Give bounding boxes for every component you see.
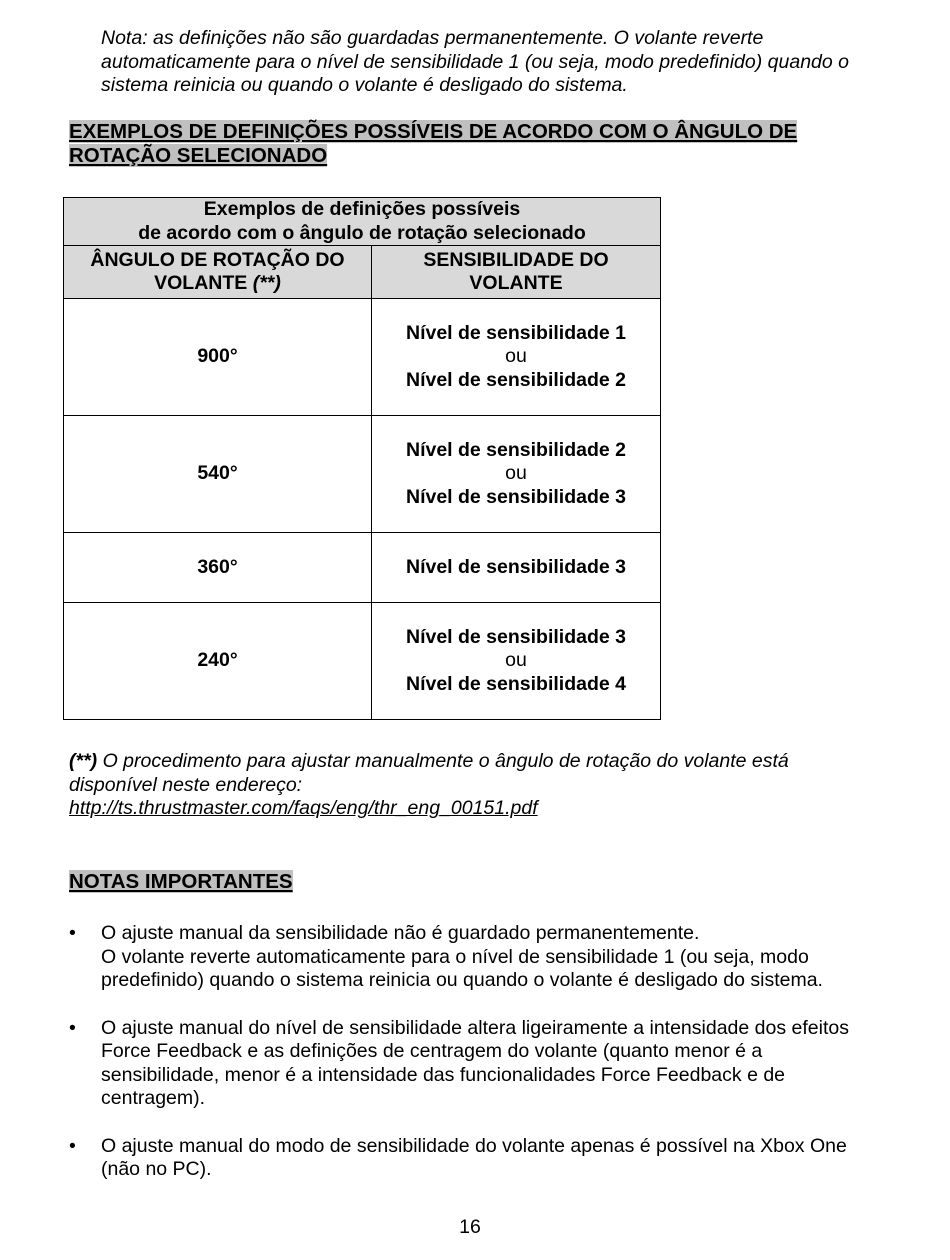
section-heading-examples (69, 120, 869, 168)
list-item (69, 922, 869, 993)
table-caption-line2: de acordo com o ângulo de rotação selecionado (138, 221, 586, 244)
sensitivity-level: Nível de sensibilidade 3 (405, 625, 626, 648)
sensitivity-or: ou (505, 345, 527, 368)
table-row (64, 533, 661, 603)
angle-cell: 540° (64, 416, 372, 533)
footnote (69, 750, 869, 821)
note-text: O volante reverte automaticamente para o nível de sensibilidade 1 (ou seja, modo predefinido) quando o sistema reinicia ou quando o volante é desligado do sistema. (101, 945, 823, 991)
list-item (69, 1017, 869, 1111)
sensitivity-level: Nível de sensibilidade 2 (405, 368, 626, 391)
table-row (64, 603, 661, 720)
sensitivity-cell (372, 416, 661, 533)
sensitivity-or: ou (505, 649, 527, 672)
column-header-angle-label: ÂNGULO DE ROTAÇÃO DO VOLANTE (90, 248, 345, 294)
sensitivity-level: Nível de sensibilidade 4 (405, 672, 626, 695)
important-notes-list (69, 922, 869, 1206)
angle-cell: 900° (64, 299, 372, 416)
column-header-angle-marker: (**) (252, 272, 281, 294)
sensitivity-level: Nível de sensibilidade 3 (405, 485, 626, 508)
section-heading-important-notes (69, 870, 869, 894)
settings-note: Nota: as definições não são guardadas permanentemente. O volante reverte automaticamente para o nível de sensibilidade 1 (ou seja, modo predefinido) quando o sistema reinicia ou quando o volante é desligado do sistema. (101, 27, 849, 96)
bullet-icon: • (69, 922, 76, 944)
column-header-sensitivity: SENSIBILIDADE DO VOLANTE (372, 246, 661, 299)
footnote-link[interactable]: http://ts.thrustmaster.com/faqs/eng/thr_eng_00151.pdf (69, 797, 538, 819)
sensitivity-or: ou (505, 462, 527, 485)
sensitivity-cell (372, 533, 661, 603)
sensitivity-level: Nível de sensibilidade 2 (405, 438, 626, 461)
note-text: O ajuste manual da sensibilidade não é guardado permanentemente. (101, 922, 700, 944)
note-text: O ajuste manual do nível de sensibilidade altera ligeiramente a intensidade dos efeitos Force Feedback e as definições de centragem do volante (quanto menor é a sensibilidade, menor é a intensidade das funcionalidades Force Feedback e de centragem). (101, 1016, 849, 1109)
angle-cell: 360° (64, 533, 372, 603)
sensitivity-level: Nível de sensibilidade 1 (405, 321, 626, 344)
table-caption-row (64, 198, 661, 246)
section-heading-examples-text: EXEMPLOS DE DEFINIÇÕES POSSÍVEIS DE ACORDO COM O ÂNGULO DE ROTAÇÃO SELECIONADO (69, 120, 798, 167)
sensitivity-cell (372, 603, 661, 720)
section-heading-important-notes-text: NOTAS IMPORTANTES (69, 870, 293, 893)
bullet-icon: • (69, 1016, 76, 1039)
table-caption (64, 198, 661, 246)
angle-cell: 240° (64, 603, 372, 720)
bullet-icon: • (69, 1134, 76, 1157)
rotation-sensitivity-table (63, 197, 661, 720)
note-text: O ajuste manual do modo de sensibilidade do volante apenas é possível na Xbox One (não no PC). (101, 1134, 847, 1180)
table-header-row (64, 246, 661, 299)
table-row (64, 416, 661, 533)
page-number: 16 (459, 1216, 481, 1238)
list-item (69, 1135, 869, 1182)
column-header-angle (64, 246, 372, 299)
table-caption-line1: Exemplos de definições possíveis (203, 198, 521, 220)
footnote-marker: (**) (69, 750, 98, 772)
footnote-text: O procedimento para ajustar manualmente o ângulo de rotação do volante está disponível neste endereço: (69, 750, 789, 796)
table-row (64, 299, 661, 416)
sensitivity-cell (372, 299, 661, 416)
sensitivity-level: Nível de sensibilidade 3 (405, 555, 626, 578)
